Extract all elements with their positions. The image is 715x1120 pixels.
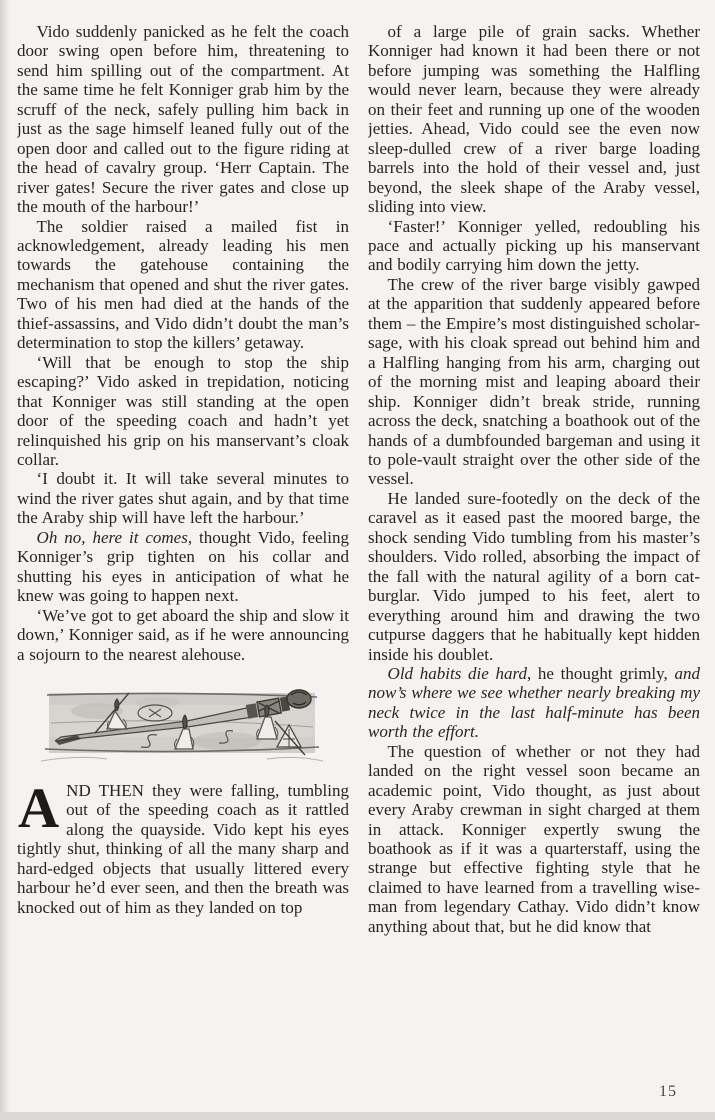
paragraph: [17, 606, 349, 664]
paragraph: [368, 664, 700, 742]
right-column: [368, 22, 700, 1084]
paragraph-text: ‘I doubt it. It will take several minutes to wind the river gates shut again, and by that time the Araby ship will have left the harbour.’: [17, 469, 349, 528]
paragraph: [17, 469, 349, 527]
dropcap-letter: A: [18, 776, 60, 840]
paragraph-text: ‘We’ve got to get aboard the ship and slow it down,’ Konniger said, as if he were announcing a sojourn to the nearest alehouse.: [17, 605, 349, 664]
page-edge-shadow: [0, 1112, 715, 1120]
staff-and-candles-illustration: [37, 677, 329, 769]
paragraph: [17, 528, 349, 606]
thought-text: Oh no, here it comes: [36, 527, 188, 547]
paragraph-text: The question of whether or not they had landed on the right vessel soon became an academic point, Vido thought, as just about every Araby crewman in sight charged at them in attack. Konniger expertly swung the boathook as if it was a quarterstaff, using the strange but effective fighting style that he claimed to have learned from a travelling wise-man from legendary Cathay. Vido didn’t know anything about that, but he did know that: [368, 741, 700, 936]
paragraph: [368, 742, 700, 937]
paragraph-text: of a large pile of grain sacks. Whether Konniger had known it had been there or not before jumping was something the Halfling would never learn, because they were already on their feet and running up one of the wooden jetties. Ahead, Vido could see the even now sleep-dulled crew of a river barge loading barrels into the hold of their vessel and, just beyond, the sleek shape of the Araby vessel, sliding into view.: [368, 22, 700, 217]
paragraph-text: ‘Will that be enough to stop the ship escaping?’ Vido asked in trepidation, noticing that Konniger was still standing at the open door of the speeding coach and hadn’t yet relinquished his grip on his manservant’s cloak collar.: [17, 352, 349, 469]
paragraph-text: The soldier raised a mailed fist in acknowledgement, already leading his men towards the gatehouse containing the mechanism that opened and shut the river gates. Two of his men had died at the hands of the thief-assassins, and Vido didn’t doubt the man’s determination to stop the killers’ getaway.: [17, 216, 349, 353]
left-column: [17, 22, 349, 1084]
page-number: 15: [659, 1083, 677, 1100]
paragraph-text: , thought Vido, feeling Konniger’s grip tighten on his collar and shutting his eyes in anticipation of what he knew was going to happen next.: [17, 527, 349, 606]
paragraph: [368, 275, 700, 489]
paragraph-text: The crew of the river barge visibly gawped at the apparition that suddenly appeared before them – the Empire’s most distinguished scholar-sage, with his cloak spread out behind him and a Halfling hanging from his arm, charging out of the morning mist and leaping aboard their ship. Konniger didn’t break stride, running across the deck, snatching a boathook out of the hands of a dumbfounded bargeman and using it to pole-vault straight over the other side of the vessel.: [368, 274, 700, 489]
paragraph-text: , he thought grimly,: [526, 663, 675, 683]
staff-and-candles-sketch-svg: [37, 677, 329, 769]
paragraph-text: He landed sure-footedly on the deck of the caravel as it eased past the moored barge, the shock sending Vido tumbling from his master’s shoulders. Vido rolled, absorbing the impact of the fall with the natural agility of a born cat-burglar. Vido jumped to his feet, alert to everything around him and drawing the two cutpurse daggers that he habitually kept hidden inside his doublet.: [368, 488, 700, 664]
paragraph: [17, 22, 349, 217]
paragraph-text: Vido suddenly panicked as he felt the coach door swing open before him, threatening to send him spilling out of the compartment. At the same time he felt Konniger grab him by the scruff of the neck, safely pulling him back in just as the sage himself leaned fully out of the open door and called out to the figure riding at the head of cavalry group. ‘Herr Captain. The river gates! Secure the river gates and close up the mouth of the harbour!’: [17, 22, 349, 217]
paragraph: [368, 489, 700, 664]
paragraph: [368, 217, 700, 275]
paragraph-text: ‘Faster!’ Konniger yelled, redoubling his pace and actually picking up his manservant and bodily carrying him down the jetty.: [368, 216, 700, 275]
paragraph: [17, 217, 349, 353]
thought-text: and now’s where we see whether nearly breaking my neck twice in the last half-minute has been worth the effort.: [368, 663, 700, 742]
thought-text: Old habits die hard: [387, 663, 527, 683]
paragraph: [17, 776, 349, 917]
paragraph: [17, 353, 349, 470]
paragraph-text: ND THEN they were falling, tumbling out of the speeding coach as it rattled along the quayside. Vido kept his eyes tightly shut, thinking of all the many sharp and hard-edged objects that usually littered every harbour he’d ever seen, and then the breath was knocked out of him as they landed on top: [17, 780, 349, 917]
paragraph: [368, 22, 700, 217]
